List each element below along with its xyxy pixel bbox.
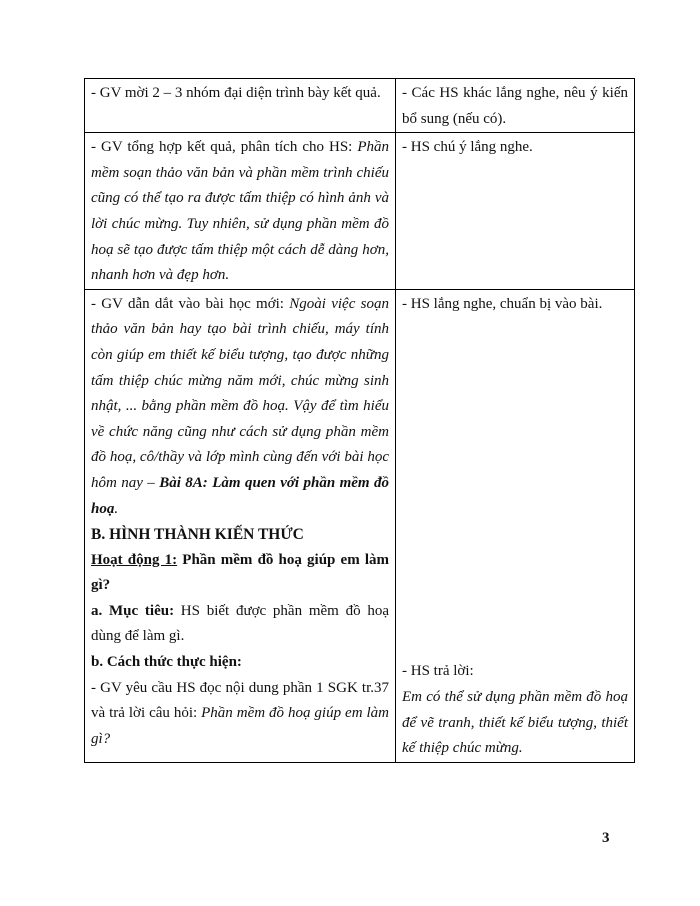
teacher-instruction: - GV tổng hợp kết quả, phân tích cho HS:: [91, 139, 358, 156]
lesson-table: [84, 78, 635, 763]
section-heading: B. HÌNH THÀNH KIẾN THỨC: [91, 526, 304, 544]
table-row: [85, 289, 635, 763]
teacher-activity-cell: [85, 79, 396, 133]
teacher-activity-text: [91, 135, 389, 289]
student-activity-text: - HS lắng nghe, chuẩn bị vào bài.: [402, 295, 603, 312]
teacher-activity-text: [91, 292, 389, 522]
table-row: [85, 79, 635, 133]
teacher-question: [91, 676, 389, 753]
teacher-quote: Phần mềm soạn thảo văn bản và phần mềm trình chiếu cũng có thể tạo ra được tấm thiệp có hình ảnh và lời chúc mừng. Tuy nhiên, sử dụng phần mềm đồ hoạ sẽ tạo được tấm thiệp một cách dễ dàng hơn, nhanh hơn và đẹp hơn.: [91, 139, 389, 284]
method-label: b. Cách thức thực hiện:: [91, 654, 242, 671]
activity-heading: [91, 548, 389, 599]
page-number: 3: [602, 830, 610, 846]
student-activity-cell: [396, 133, 635, 290]
student-activity-text: - Các HS khác lắng nghe, nêu ý kiến bổ sung (nếu có).: [402, 85, 628, 127]
student-answer: Em có thể sử dụng phần mềm đồ hoạ để vẽ tranh, thiết kế biểu tượng, thiết kế thiệp chúc mừng.: [402, 688, 628, 757]
goal-label: a. Mục tiêu:: [91, 602, 175, 619]
student-answer-intro: - HS trả lời:: [402, 663, 474, 680]
goal-paragraph: [91, 599, 389, 650]
student-activity-cell: [396, 79, 635, 133]
sentence-end: .: [114, 500, 119, 517]
cell-spacer: [402, 317, 628, 659]
table-row: [85, 133, 635, 290]
teacher-instruction: - GV yêu cầu HS đọc nội dung phần 1 SGK tr.37 và trả lời câu hỏi:: [91, 679, 389, 722]
teacher-instruction: - GV dẫn dắt vào bài học mới:: [91, 295, 290, 312]
lesson-title: Bài 8A: Làm quen với phần mềm đồ hoạ: [91, 474, 389, 517]
teacher-activity-cell: [85, 289, 396, 763]
activity-label: Hoạt động 1:: [91, 551, 178, 568]
teacher-quote: Phần mềm đồ hoạ giúp em làm gì?: [91, 705, 389, 747]
student-activity-cell: [396, 289, 635, 763]
student-activity-text: - HS chú ý lắng nghe.: [402, 139, 533, 156]
teacher-activity-text: - GV mời 2 – 3 nhóm đại diện trình bày kết quả.: [91, 85, 381, 101]
teacher-activity-cell: [85, 133, 396, 290]
activity-title: Phần mềm đồ hoạ giúp em làm gì?: [91, 551, 389, 594]
teacher-quote: Ngoài việc soạn thảo văn bản hay tạo bài trình chiếu, máy tính còn giúp em thiết kế biểu tượng, tạo được những tấm thiệp chúc mừng năm mới, chúc mừng sinh nhật, ... bằng phần mềm đồ hoạ. Vậy để tìm hiểu về chức năng cũng như cách sử dụng phần mềm đồ hoạ, cô/thầy và lớp mình cùng đến với bài học hôm nay –: [91, 295, 389, 491]
goal-text: HS biết được phần mềm đồ hoạ dùng để làm gì.: [91, 602, 389, 645]
